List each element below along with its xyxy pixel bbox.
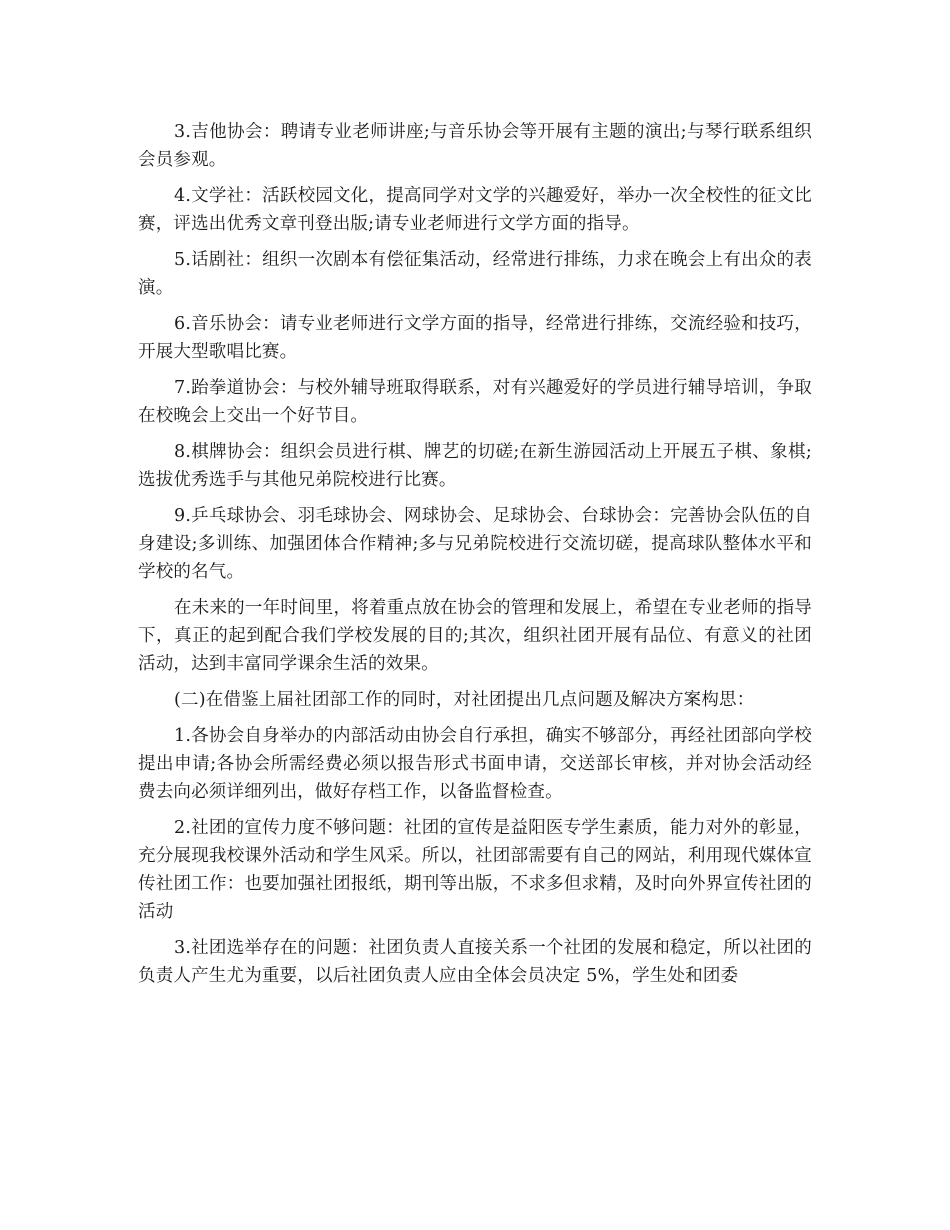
paragraph-future-plans: 在未来的一年时间里，将着重点放在协会的管理和发展上，希望在专业老师的指导下，真正的起到配合我们学校发展的目的;其次，组织社团开展有品位、有意义的社团活动，达到丰富同学课余生活的效果。 xyxy=(138,598,812,674)
paragraph-election-issue: 3.社团选举存在的问题：社团负责人直接关系一个社团的发展和稳定，所以社团的负责人产生尤为重要，以后社团负责人应由全体会员决定 5%，学生处和团委 xyxy=(138,938,812,986)
paragraph-literature-club: 4.文学社：活跃校园文化，提高同学对文学的兴趣爱好，举办一次全校性的征文比赛，评选出优秀文章刊登出版;请专业老师进行文学方面的指导。 xyxy=(138,186,812,234)
paragraph-taekwondo-association: 7.跆拳道协会：与校外辅导班取得联系，对有兴趣爱好的学员进行辅导培训，争取在校晚会上交出一个好节目。 xyxy=(138,378,812,426)
paragraph-funding-issue: 1.各协会自身举办的内部活动由协会自行承担，确实不够部分，再经社团部向学校提出申请;各协会所需经费必须以报告形式书面申请，交送部长审核，并对协会活动经费去向必须详细列出，做好存档工作，以备监督检查。 xyxy=(138,726,812,802)
paragraph-publicity-issue: 2.社团的宣传力度不够问题：社团的宣传是益阳医专学生素质，能力对外的彰显，充分展现我校课外活动和学生风采。所以，社团部需要有自己的网站，利用现代媒体宣传社团工作：也要加强社团报纸，期刊等出版，不求多但求精，及时向外界宣传社团的活动 xyxy=(138,818,812,922)
section-heading-problems: (二)在借鉴上届社团部工作的同时，对社团提出几点问题及解决方案构思： xyxy=(174,690,755,710)
paragraph-chess-card-association: 8.棋牌协会：组织会员进行棋、牌艺的切磋;在新生游园活动上开展五子棋、象棋;选拔优秀选手与其他兄弟院校进行比赛。 xyxy=(138,442,812,490)
paragraph-guitar-association: 3.吉他协会：聘请专业老师讲座;与音乐协会等开展有主题的演出;与琴行联系组织会员参观。 xyxy=(138,122,812,170)
paragraph-ball-sports-associations: 9.乒乓球协会、羽毛球协会、网球协会、足球协会、台球协会：完善协会队伍的自身建设;多训练、加强团体合作精神;多与兄弟院校进行交流切磋，提高球队整体水平和学校的名气。 xyxy=(138,506,812,582)
document-body xyxy=(138,118,812,998)
paragraph-music-association: 6.音乐协会：请专业老师进行文学方面的指导，经常进行排练，交流经验和技巧，开展大型歌唱比赛。 xyxy=(138,314,812,362)
paragraph-drama-club: 5.话剧社：组织一次剧本有偿征集活动，经常进行排练，力求在晚会上有出众的表演。 xyxy=(138,250,812,298)
